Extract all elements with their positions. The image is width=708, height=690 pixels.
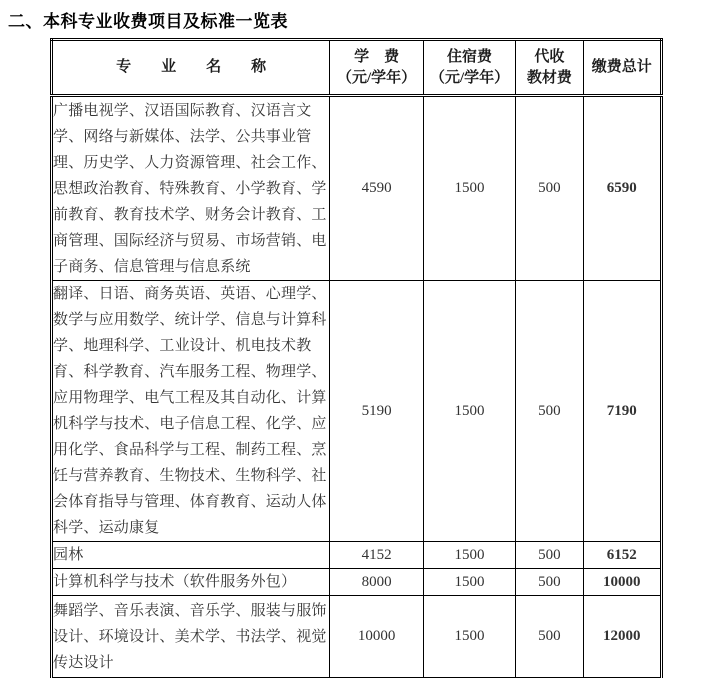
accommodation-value: 1500	[423, 542, 515, 569]
textbook-value: 500	[516, 281, 583, 542]
textbook-value: 500	[516, 96, 583, 281]
textbook-value: 500	[516, 542, 583, 569]
col-header-accommodation	[423, 40, 515, 96]
table-row	[52, 596, 662, 678]
table-row	[52, 281, 662, 542]
tuition-value: 5190	[330, 281, 423, 542]
table-row	[52, 569, 662, 596]
fee-table	[50, 38, 663, 678]
total-value: 10000	[583, 569, 661, 596]
header-line-tuition-2: （元/学年）	[337, 69, 417, 86]
col-header-tuition	[330, 40, 423, 96]
major-names: 翻译、日语、商务英语、英语、心理学、数学与应用数学、统计学、信息与计算科学、地理科学、工业设计、机电技术教育、科学教育、汽车服务工程、物理学、应用物理学、电气工程及其自动化、计算机科学与技术、电子信息工程、化学、应用化学、食品科学与工程、制药工程、烹饪与营养教育、生物技术、生物科学、社会体育指导与管理、体育教育、运动人体科学、运动康复	[52, 281, 330, 542]
textbook-value: 500	[516, 596, 583, 678]
major-names: 广播电视学、汉语国际教育、汉语言文学、网络与新媒体、法学、公共事业管理、历史学、人力资源管理、社会工作、思想政治教育、特殊教育、小学教育、学前教育、教育技术学、财务会计教育、工商管理、国际经济与贸易、市场营销、电子商务、信息管理与信息系统	[52, 96, 330, 281]
table-row	[52, 542, 662, 569]
total-value: 12000	[583, 596, 661, 678]
tuition-value: 4152	[330, 542, 423, 569]
major-names: 园林	[52, 542, 330, 569]
header-line-tuition-1: 学 费	[354, 48, 400, 65]
textbook-value: 500	[516, 569, 583, 596]
major-names: 计算机科学与技术（软件服务外包）	[52, 569, 330, 596]
page-title: 二、本科专业收费项目及标准一览表	[8, 12, 288, 31]
accommodation-value: 1500	[423, 596, 515, 678]
col-header-total: 缴费总计	[583, 40, 661, 96]
header-row	[52, 40, 662, 96]
accommodation-value: 1500	[423, 281, 515, 542]
tuition-value: 10000	[330, 596, 423, 678]
header-line-accommodation-2: （元/学年）	[429, 69, 510, 86]
major-names: 舞蹈学、音乐表演、音乐学、服装与服饰设计、环境设计、美术学、书法学、视觉传达设计	[52, 596, 330, 678]
header-line-textbook-2: 教材费	[526, 69, 572, 86]
tuition-value: 4590	[330, 96, 423, 281]
col-header-textbook	[516, 40, 583, 96]
header-line-accommodation-1: 住宿费	[447, 48, 493, 65]
tuition-value: 8000	[330, 569, 423, 596]
col-header-major: 专 业 名 称	[52, 40, 330, 96]
total-value: 7190	[583, 281, 661, 542]
accommodation-value: 1500	[423, 569, 515, 596]
total-value: 6590	[583, 96, 661, 281]
total-value: 6152	[583, 542, 661, 569]
header-line-textbook-1: 代收	[534, 48, 565, 65]
accommodation-value: 1500	[423, 96, 515, 281]
table-row	[52, 96, 662, 281]
